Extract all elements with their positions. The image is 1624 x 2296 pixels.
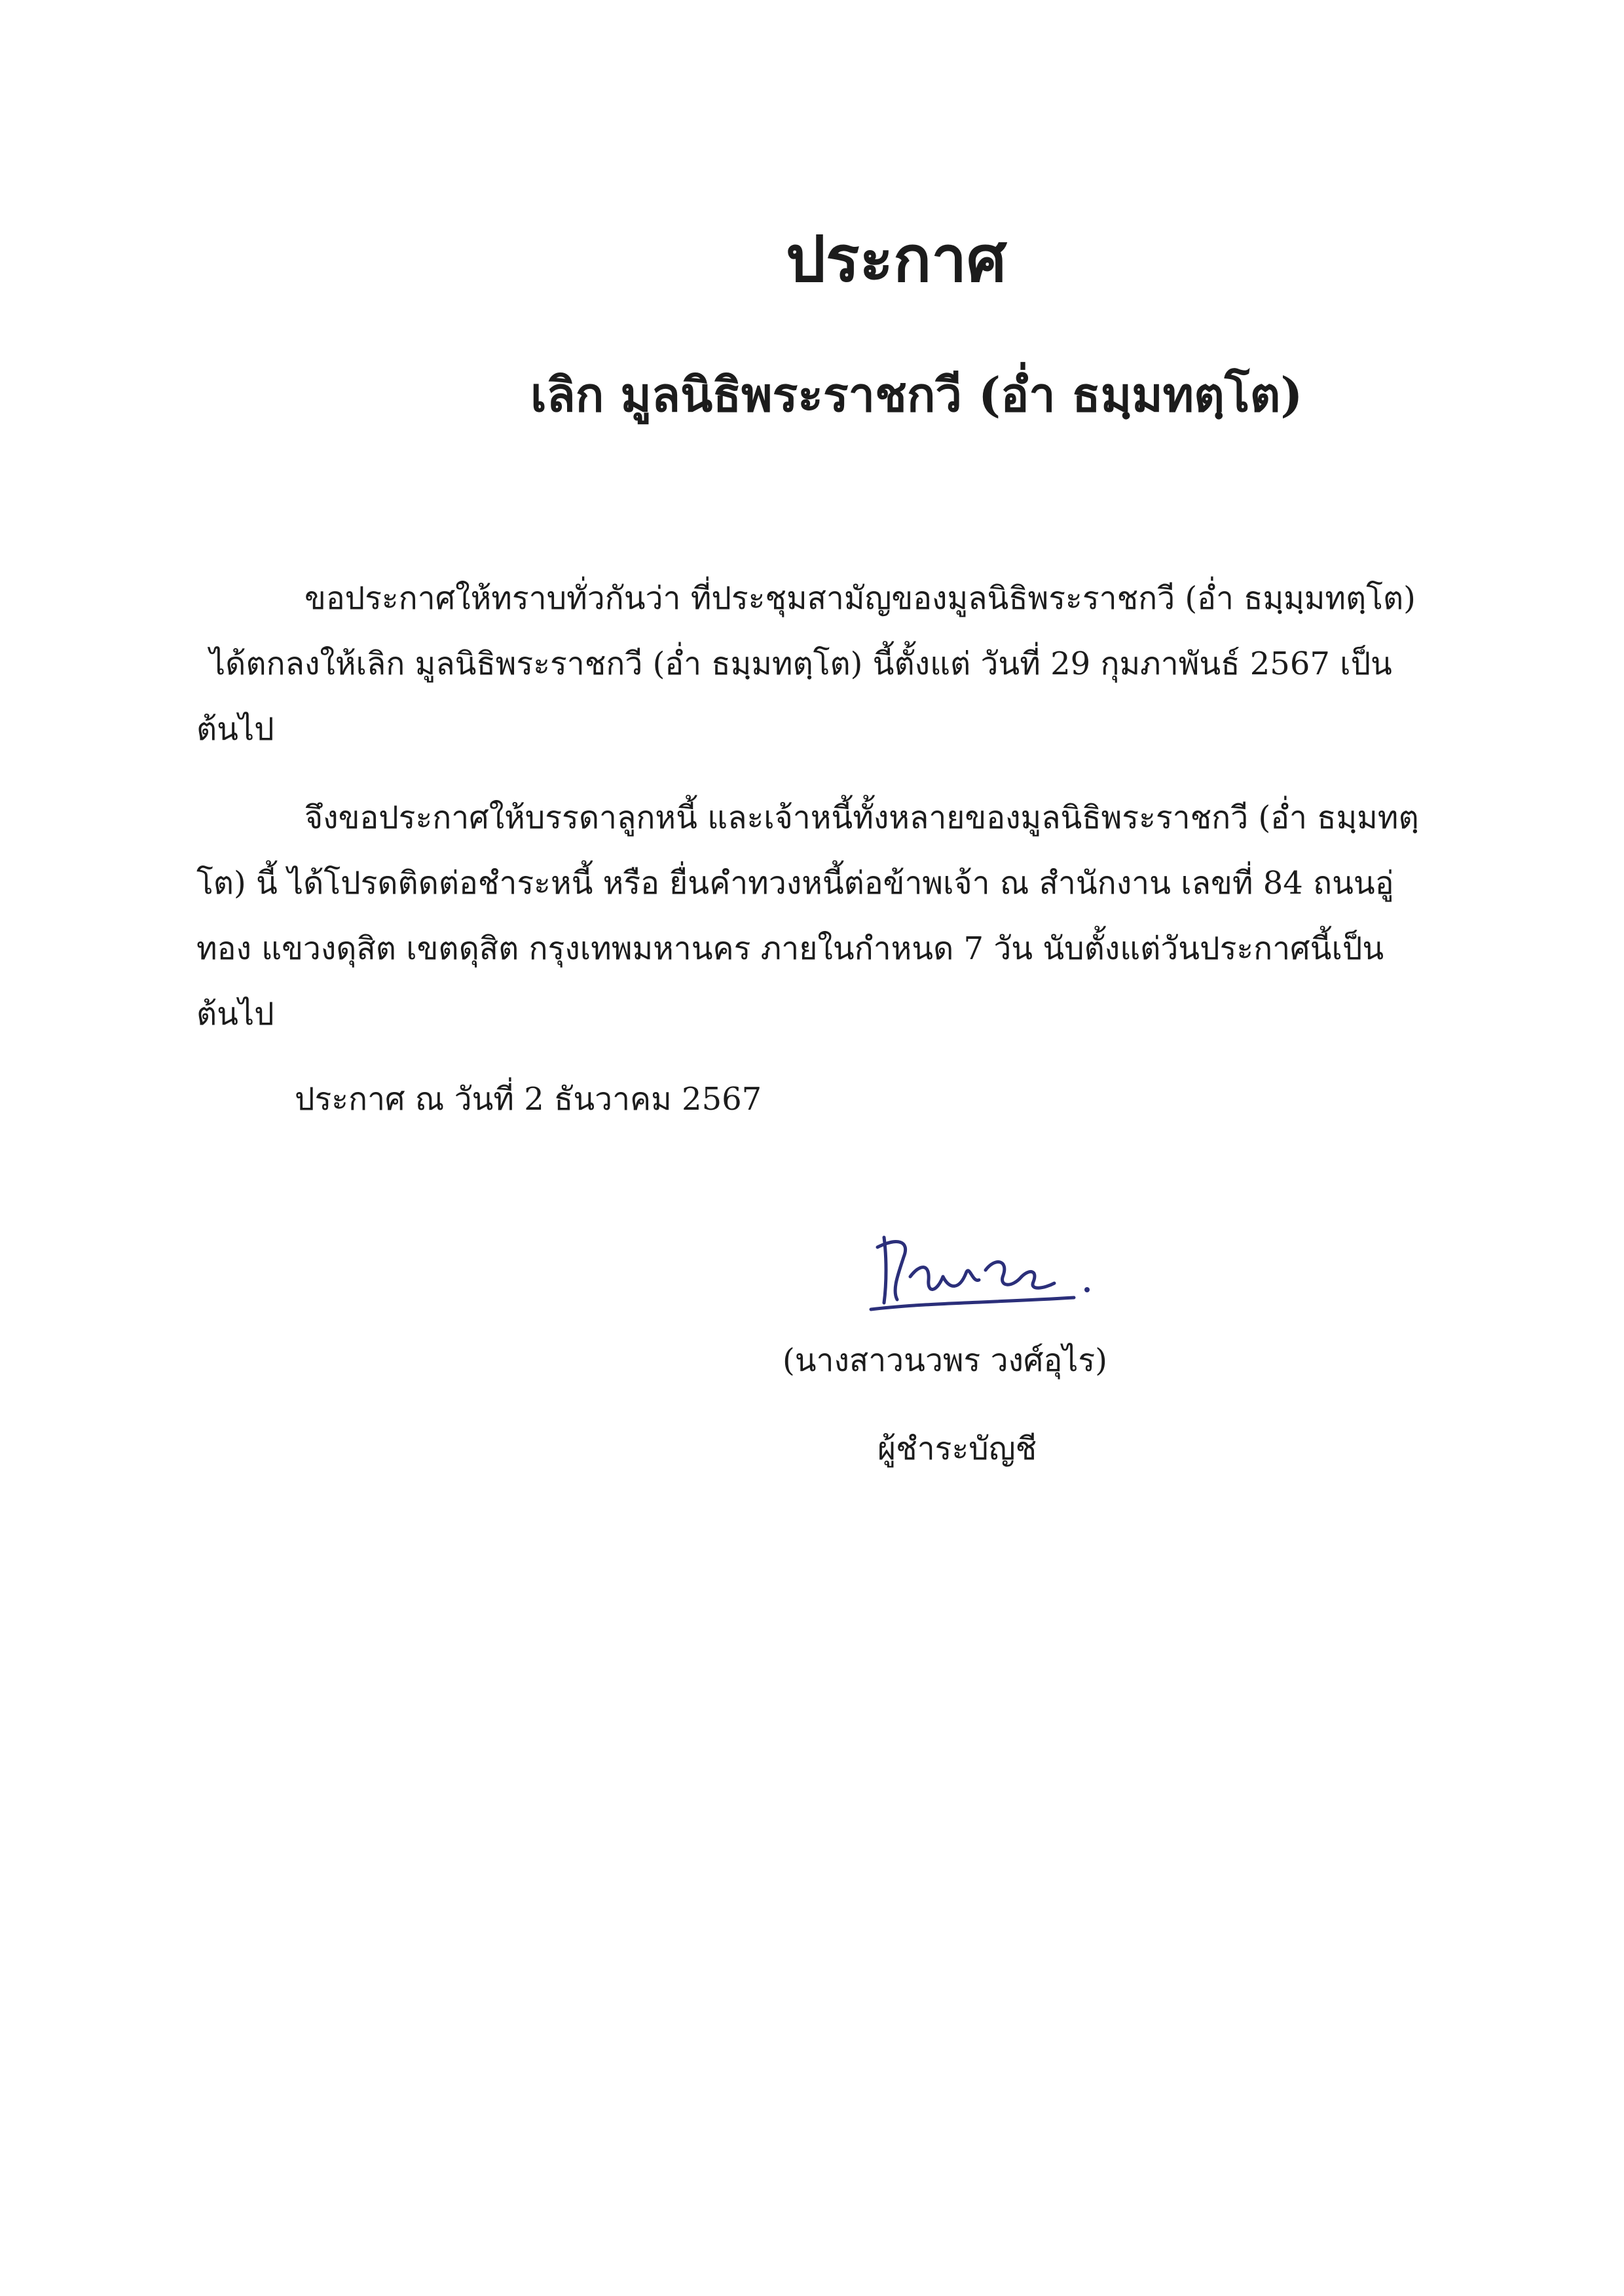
announcement-date: ประกาศ ณ วันที่ 2 ธันวาคม 2567 <box>295 1081 762 1118</box>
signatory-name: (นางสาวนวพร วงศ์อุไร) <box>783 1342 1107 1379</box>
handwritten-signature <box>858 1211 1094 1322</box>
paragraph-2-line-1: จึงขอประกาศให้บรรดาลูกหนี้ และเจ้าหนี้ทั้งหลายของมูลนิธิพระราชกวี (อ่ำ ธมฺมทตฺ <box>304 799 1419 836</box>
paragraph-1-line-3: ต้นไป <box>196 711 274 748</box>
page-title: ประกาศ <box>786 222 1007 296</box>
paragraph-2-line-2: โต) นี้ ได้โปรดติดต่อชำระหนี้ หรือ ยื่นคำทวงหนี้ต่อข้าพเจ้า ณ สำนักงาน เลขที่ 84 ถนนอู่ <box>196 865 1394 902</box>
signatory-position: ผู้ชำระบัญชี <box>877 1430 1037 1467</box>
paragraph-1-line-1: ขอประกาศให้ทราบทั่วกันว่า ที่ประชุมสามัญของมูลนิธิพระราชกวี (อ่ำ ธมฺมฺมทตฺโต) <box>304 580 1416 617</box>
page-subtitle: เลิก มูลนิธิพระราชกวี (อ่ำ ธมฺมทตฺโต) <box>530 367 1303 422</box>
paragraph-2-line-3: ทอง แขวงดุสิต เขตดุสิต กรุงเทพมหานคร ภายในกำหนด 7 วัน นับตั้งแต่วันประกาศนี้เป็น <box>196 930 1384 967</box>
paragraph-2-line-4: ต้นไป <box>196 996 274 1032</box>
paragraph-1-line-2: ได้ตกลงให้เลิก มูลนิธิพระราชกวี (อ่ำ ธมฺมทตฺโต) นี้ตั้งแต่ วันที่ 29 กุมภาพันธ์ 2567 เป็น <box>210 646 1392 682</box>
